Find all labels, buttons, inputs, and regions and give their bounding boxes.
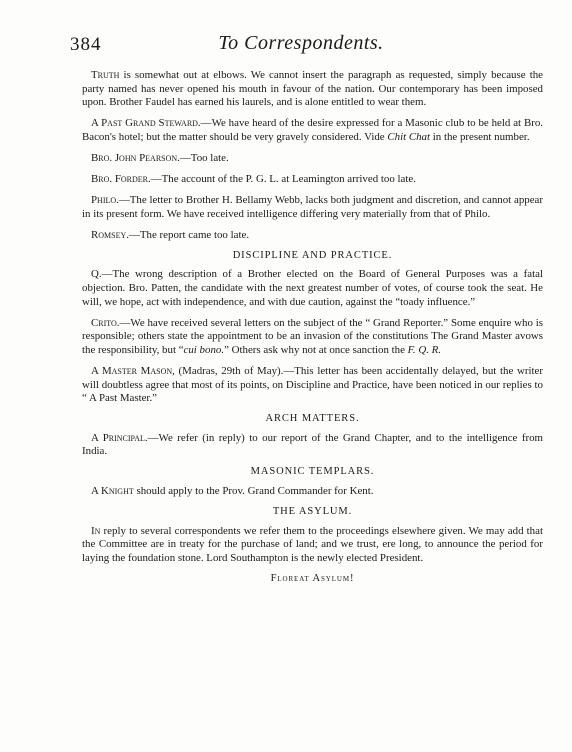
italic-abbreviation: F. Q. R. [407, 343, 442, 356]
correspondent-name: Bro. Forder. [91, 173, 151, 186]
section-heading-arch: ARCH MATTERS. [265, 413, 360, 425]
correspondent-name: A Master Mason, [91, 365, 175, 377]
body-text [82, 69, 543, 584]
correspondent-name: A Knight [91, 484, 134, 497]
paragraph-text: —We have heard of the desire expressed for a Masonic club to be held at Bro. Bacon's hotel; but the matter should be very gravely considered. Vide [82, 117, 543, 143]
paragraph-q: Q.—The wrong description of a Brother elected on the Board of General Purposes was a fatal objection. Bro. Patten, the candidate with the next greatest number of votes, of course took the seat. He will, we hope, act with independence, and with due caution, against the “toady influence.” [82, 268, 543, 308]
italic-reference: Chit Chat [387, 130, 431, 143]
paragraph-truth [82, 69, 543, 110]
paragraph-text: —We have received several letters on the subject of the “ Grand Reporter.” Some enquire who is responsible; others state the appointment to be an invasion of the constitutions The Grand Master avows the responsibility, but “ [82, 316, 543, 356]
paragraph-asylum [82, 525, 543, 566]
paragraph-crito [82, 317, 543, 358]
paragraph-romsey [82, 229, 543, 243]
paragraph-text: —The letter to Brother H. Bellamy Webb, lacks both judgment and discretion, and cannot appear in its present form. We have received intelligence differing very materially from that of Philo. [82, 194, 543, 220]
paragraph-text: —The account of the P. G. L. at Leamington arrived too late. [150, 173, 416, 186]
running-title: To Correspondents. [218, 32, 384, 54]
page-number: 384 [70, 34, 102, 55]
italic-phrase: cui bono. [183, 343, 225, 356]
paragraph-forder [82, 173, 543, 187]
correspondent-name: Bro. John Pearson. [91, 151, 180, 164]
correspondent-name: Crito. [91, 316, 120, 329]
paragraph-text-tail: in the present number. [430, 130, 530, 143]
correspondent-name: Romsey. [91, 228, 129, 241]
correspondent-name: Philo. [91, 194, 119, 207]
paragraph-lead: In [91, 524, 101, 537]
paragraph-text: reply to several correspondents we refer them to the proceedings elsewhere given. We may add that the Committee are in treaty for the purchase of land; and we trust, ere long, to announce the period for laying the foundation stone. Lord Southampton is the newly elected President. [82, 524, 543, 564]
section-heading-asylum: THE ASYLUM. [272, 506, 353, 518]
paragraph-text: —The report came too late. [129, 228, 250, 241]
correspondent-name: A Principal. [91, 431, 148, 444]
paragraph-master-mason [82, 365, 543, 406]
correspondent-name: A Past Grand Steward. [91, 117, 201, 130]
paragraph-text: is somewhat out at elbows. We cannot insert the paragraph as requested, simply because the party named has never opened his mouth in favour of the nation. Our contemporary has been imposed upon. Brother Faudel has earned his laurels, and is alone entitled to wear them. [82, 69, 543, 109]
paragraph-knight [82, 485, 543, 499]
section-heading-templars: MASONIC TEMPLARS. [250, 466, 375, 478]
correspondent-name: Truth [91, 69, 120, 81]
paragraph-philo [82, 194, 543, 221]
paragraph-past-grand-steward [82, 117, 543, 144]
closing-line: Floreat Asylum! [270, 572, 355, 584]
paragraph-principal [82, 432, 543, 459]
page-header [70, 32, 532, 60]
paragraph-text: (Madras, 29th of May).—This letter has been accidentally delayed, but the writer will doubtless agree that most of its points, on Discipline and Practice, have been noticed in our replies to “ A Past Master.” [82, 365, 544, 405]
paragraph-text: ” Others ask why not at once sanction the [224, 343, 408, 356]
paragraph-text: —We refer (in reply) to our report of the Grand Chapter, and to the intelligence from India. [82, 431, 544, 458]
paragraph-text: should apply to the Prov. Grand Commander for Kent. [133, 484, 374, 497]
paragraph-john-pearson [82, 152, 543, 166]
section-heading-discipline: DISCIPLINE AND PRACTICE. [232, 249, 393, 261]
paragraph-text: —Too late. [179, 151, 229, 164]
